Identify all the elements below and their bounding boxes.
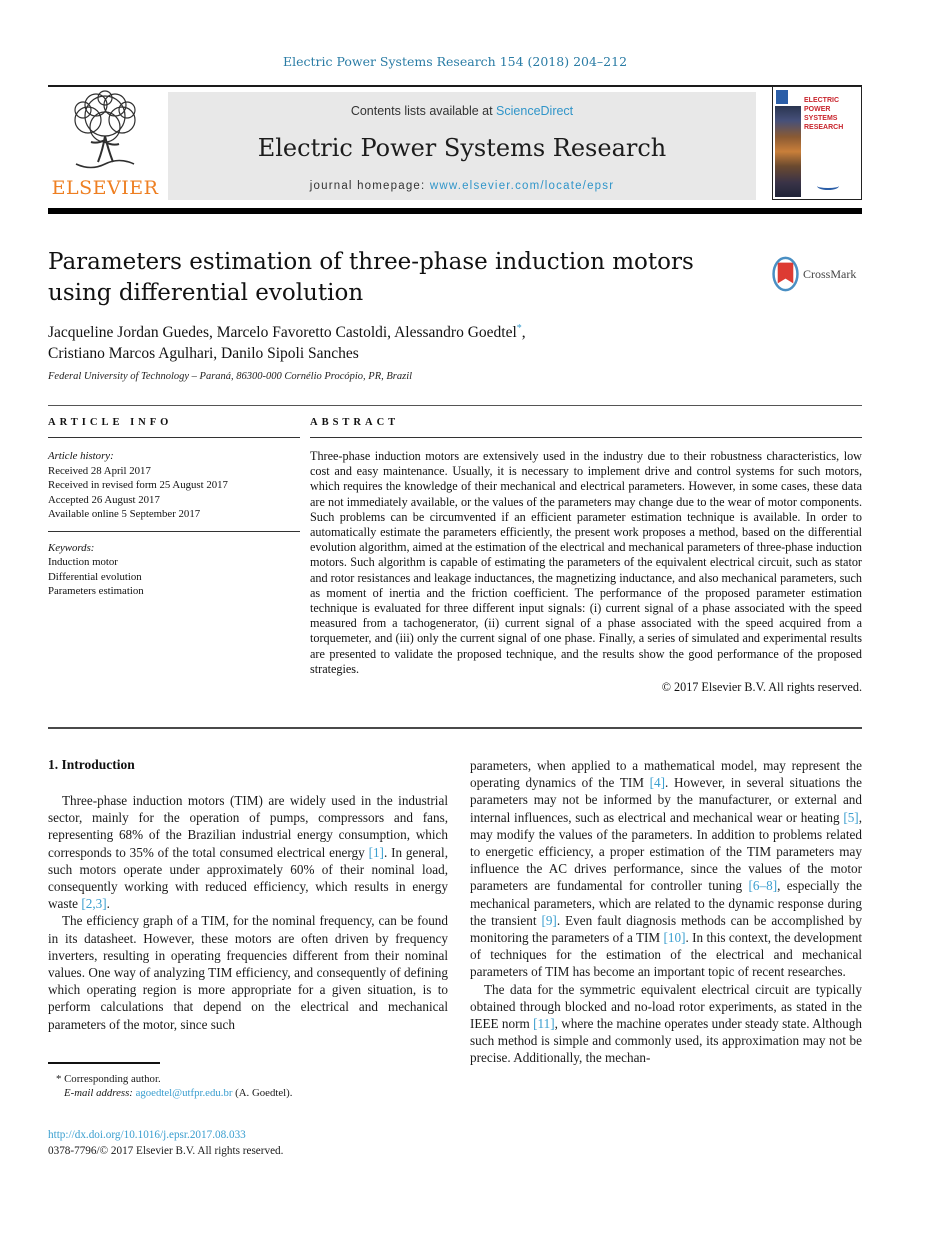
keyword-item: Parameters estimation — [48, 585, 144, 597]
keyword-item: Differential evolution — [48, 570, 142, 583]
text-segment: parameters, when applied to a mathematical model, may represent the operating dynamics of the TIM — [470, 758, 862, 791]
article-title: Parameters estimation of three-phase induction motors using differential evolution — [48, 249, 694, 306]
copyright-line: © 2017 Elsevier B.V. All rights reserved. — [661, 680, 862, 695]
citation-link[interactable]: [6–8] — [748, 878, 778, 894]
section-heading-introduction: 1. Introduction — [48, 757, 135, 772]
body-paragraph — [470, 757, 862, 981]
text-segment: . In this context, the development of techniques for the estimation of the electrical and mechanical parameters of TIM has become an important topic of recent researches. — [470, 930, 862, 980]
journal-masthead — [48, 90, 862, 200]
authors-block — [48, 318, 748, 364]
authors-line-1 — [48, 318, 748, 343]
article-history-label: Article history: — [48, 450, 114, 462]
body-column-right — [470, 757, 862, 1067]
citation-link[interactable]: [11] — [533, 1016, 555, 1032]
email-link[interactable]: agoedtel@utfpr.edu.br — [135, 1087, 233, 1099]
citation-link[interactable]: [9] — [541, 912, 557, 928]
text-segment: The efficiency graph of a TIM, for the nominal frequency, can be found in its datasheet. However, these motors are often driven by frequency inverters, resulting in operating frequencies different from their nominal values. One way of analyzing TIM efficiency, and consequently of defining which operating region is more appropriate for a given situation, is to perform calculations that depend on the electrical and mechanical parameters of the motor, since such — [48, 913, 448, 1032]
abstract-heading: ABSTRACT — [310, 417, 400, 428]
text-segment: , especially the mechanical parameters, which are related to the dynamic response during the transient — [470, 878, 862, 928]
homepage-line — [168, 180, 756, 192]
text-segment: , may modify the values of the parameters. In addition to problems related to energetic efficiency, a proper estimation of the TIM parameters may influence the AC drives performance, since the values of the motor parameters are fundamental for controller tuning — [470, 809, 862, 894]
text-segment: . However, in several situations the parameters may not be informed by the manufacturer, or external and internal influences, such as electrical and mechanical wear or heating — [470, 775, 862, 825]
elsevier-tree-icon — [57, 90, 153, 174]
body-paragraph — [48, 792, 448, 912]
email-label: E-mail address: — [64, 1087, 133, 1099]
text-segment: , where the machine operates under steady state. Although such method is simple and commonly used, its approximation may not be precise. Additionally, the mechan- — [470, 1016, 862, 1066]
footnote-block — [48, 1062, 448, 1101]
doi-link[interactable]: http://dx.doi.org/10.1016/j.epsr.2017.08.033 — [48, 1129, 246, 1141]
divider — [48, 437, 300, 438]
authors-line-2: Cristiano Marcos Agulhari, Danilo Sipoli Sanches — [48, 345, 359, 363]
corresponding-author-note: * Corresponding author. — [56, 1072, 161, 1085]
divider — [48, 727, 862, 729]
history-item: Received 28 April 2017 — [48, 464, 151, 477]
journal-citation-header: Electric Power Systems Research 154 (2018) 204–212 — [282, 54, 628, 69]
citation-link[interactable]: [5] — [843, 809, 859, 825]
journal-homepage-link[interactable]: www.elsevier.com/locate/epsr — [429, 180, 615, 192]
elsevier-logo — [48, 90, 162, 200]
article-info-heading: ARTICLE INFO — [48, 417, 173, 428]
authors-line1-suffix: , — [521, 324, 526, 342]
sciencedirect-link[interactable]: ScienceDirect — [496, 104, 574, 118]
cover-photo-strip — [775, 106, 801, 197]
authors-names-1: Jacqueline Jordan Guedes, Marcelo Favoretto Castoldi, Alessandro Goedtel — [48, 324, 517, 342]
text-segment: . — [106, 896, 110, 912]
contents-line — [168, 104, 756, 118]
history-item: Accepted 26 August 2017 — [48, 493, 160, 506]
divider — [48, 531, 300, 532]
citation-link[interactable]: [1] — [368, 844, 384, 860]
body-column-left — [48, 757, 448, 1033]
footnote-divider — [48, 1062, 160, 1064]
body-paragraph — [470, 981, 862, 1067]
crossmark-icon — [772, 256, 799, 292]
article-info-section — [48, 417, 300, 599]
crossmark-badge[interactable] — [772, 256, 864, 292]
email-line — [48, 1086, 448, 1101]
corresponding-author-asterisk[interactable]: * — [516, 323, 522, 334]
history-item: Available online 5 September 2017 — [48, 508, 201, 520]
homepage-prefix: journal homepage: — [309, 180, 430, 192]
email-suffix: (A. Goedtel). — [232, 1087, 293, 1099]
keyword-item: Induction motor — [48, 556, 118, 568]
crossmark-label: CrossMark — [803, 266, 857, 281]
cover-publisher-script-mark — [817, 182, 839, 190]
citation-link[interactable]: [10] — [663, 930, 686, 946]
elsevier-wordmark: ELSEVIER — [51, 177, 159, 199]
history-item: Received in revised form 25 August 2017 — [48, 479, 228, 491]
abstract-section — [310, 417, 862, 695]
masthead-box — [168, 92, 756, 200]
text-segment: The data for the symmetric equivalent electrical circuit are typically obtained through blocked and no-load rotor experiments, as stated in the IEEE norm — [470, 981, 862, 1032]
cover-journal-title — [804, 96, 859, 132]
divider — [48, 85, 862, 87]
divider — [48, 405, 862, 406]
affiliation: Federal University of Technology – Paraná, 86300-000 Cornélio Procópio, PR, Brazil — [48, 371, 413, 382]
text-segment: . Even fault diagnosis methods can be accomplished by monitoring the parameters of a TIM — [470, 912, 862, 946]
body-paragraph — [48, 912, 448, 1032]
text-segment: . In general, such motors operate under approximately 60% of their nominal load, consequently working with reduced efficiency, which results in energy waste — [48, 844, 448, 912]
abstract-text: Three-phase induction motors are extensively used in the industry due to their robustness characteristics, low cost and easy maintenance. Usually, it is necessary to implement drive and control systems for such motors, which requires the knowledge of their mechanical and electrical parameters. However, in some cases, these data are not immediately available, or the values of the parameters may change due to the wear of motor components. Such problems can be circumvented if an efficient parameter estimation technique is available. In order to automatically estimate the parameters efficiently, the present work proposes a method, based on the differential evolution algorithm, aimed at the estimation of the electrical and mechanical parameters of three-phase induction motors. Such algorithm is capable of estimating the parameters of the equivalent electrical circuit, such as stator and rotor resistances and leakage inductances, the magnetizing inductance, and also mechanical parameters, such as moment of inertia and the friction coefficient. The performance of the proposed parameter estimation technique is evaluated for three different input signals: (i) current signal of a phase associated with the speed measured from a tachogenerator, (ii) current signal of a phase associated with the speed acquired from a torquemeter, and (iii) only the current signal of one phase. Finally, a series of simulated and experimental results are presented to validate the proposed technique, and the results show the good performance of the proposed strategies. — [310, 449, 862, 676]
issn-copyright-line: 0378-7796/© 2017 Elsevier B.V. All rights reserved. — [48, 1145, 284, 1157]
citation-link[interactable]: [2,3] — [81, 896, 107, 912]
keywords-label: Keywords: — [48, 541, 95, 554]
divider-thick — [48, 208, 862, 214]
cover-title-line1: ELECTRIC POWER — [804, 97, 839, 113]
journal-title: Electric Power Systems Research — [257, 134, 667, 162]
publication-info — [48, 1127, 548, 1159]
cover-elsevier-mark — [776, 90, 788, 104]
text-segment: Three-phase induction motors (TIM) are widely used in the industrial sector, mainly for the operation of pumps, compressors and fans, representing 68% of the Brazilian industrial energy consumption, which corresponds to 35% of the total consumed electrical energy — [48, 793, 448, 860]
divider — [310, 437, 862, 438]
journal-cover-thumbnail — [772, 86, 862, 200]
contents-prefix: Contents lists available at — [350, 104, 497, 118]
citation-link[interactable]: [4] — [649, 775, 666, 791]
cover-title-line2: SYSTEMS RESEARCH — [804, 115, 844, 131]
